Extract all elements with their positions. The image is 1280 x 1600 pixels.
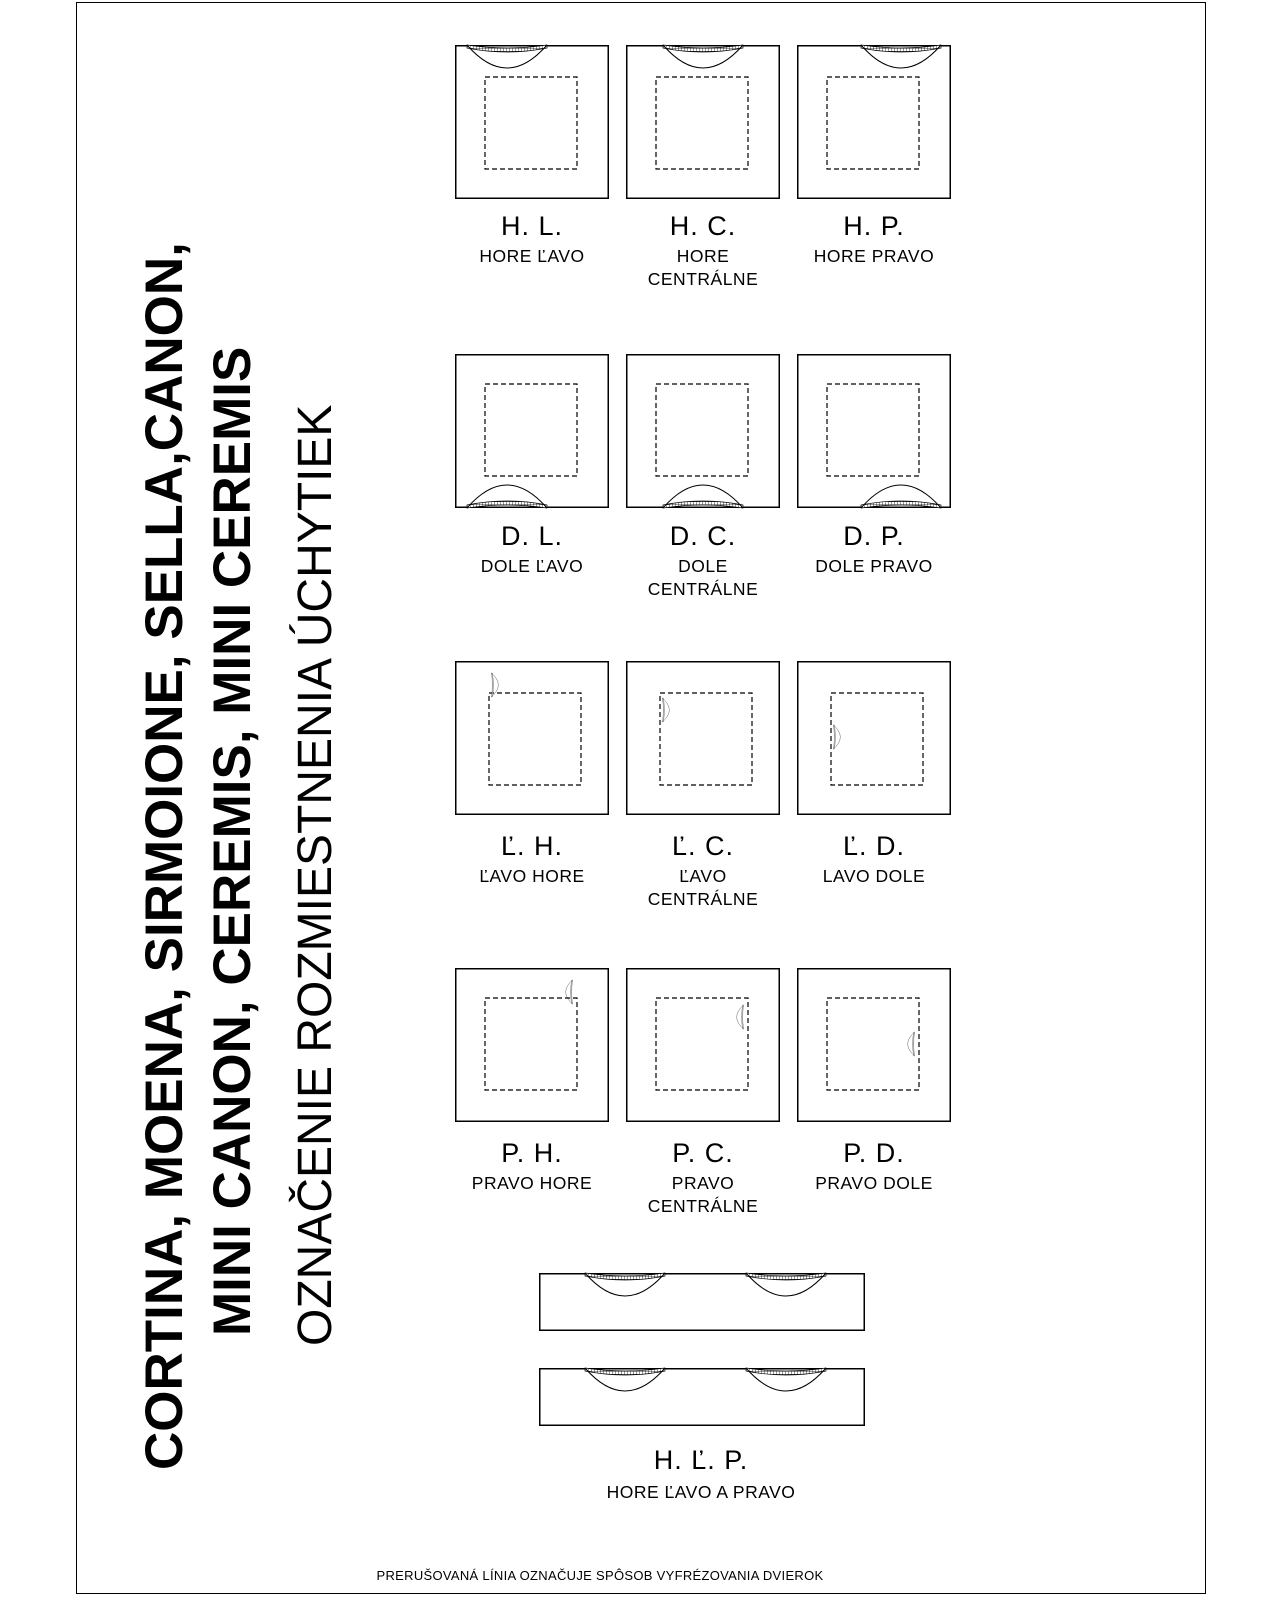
door-bar-hlp-2	[539, 1368, 865, 1426]
code-dl: D. L.	[500, 521, 564, 551]
door-panel-hp	[797, 45, 951, 199]
door-panel-pd	[797, 968, 951, 1122]
title-line-2: MINI CANON, CEREMIS, MINI CEREMIS	[203, 346, 262, 1336]
code-pc: P. C.	[672, 1138, 734, 1168]
desc-pc-2: CENTRÁLNE	[647, 1196, 759, 1216]
door-panel-ld	[797, 661, 951, 815]
label-pc	[618, 1140, 788, 1218]
label-dl	[447, 523, 617, 578]
desc-hp: HORE PRAVO	[813, 246, 935, 266]
desc-ph: PRAVO HORE	[471, 1173, 593, 1193]
door-panel-pc	[626, 968, 780, 1122]
desc-hc-1: HORE	[676, 246, 730, 266]
desc-hl: HORE ĽAVO	[479, 246, 585, 266]
code-hlp: H. Ľ. P.	[653, 1445, 749, 1475]
door-panel-hc	[626, 45, 780, 199]
code-pd: P. D.	[843, 1138, 905, 1168]
label-lc	[618, 833, 788, 911]
code-hc: H. C.	[669, 211, 737, 241]
code-ph: P. H.	[501, 1138, 563, 1168]
label-lh	[447, 833, 617, 888]
title-line-1: CORTINA, MOENA, SIRMOIONE, SELLA,CANON,	[135, 242, 194, 1470]
footnote: PRERUŠOVANÁ LÍNIA OZNAČUJE SPÔSOB VYFRÉZOVANIA DVIEROK	[376, 1568, 824, 1583]
desc-hc-2: CENTRÁLNE	[647, 269, 759, 289]
desc-dp: DOLE PRAVO	[815, 556, 933, 576]
code-hp: H. P.	[843, 211, 905, 241]
desc-dc-1: DOLE	[678, 556, 728, 576]
code-dc: D. C.	[669, 521, 737, 551]
label-hlp	[561, 1445, 841, 1504]
label-dp	[789, 523, 959, 578]
code-lh: Ľ. H.	[500, 831, 564, 861]
label-ph	[447, 1140, 617, 1195]
door-bar-hlp-1	[539, 1273, 865, 1331]
code-lc: Ľ. C.	[671, 831, 735, 861]
desc-lh: ĽAVO HORE	[479, 866, 585, 886]
code-hl: H. L.	[500, 211, 564, 241]
desc-pd: PRAVO DOLE	[815, 1173, 933, 1193]
desc-lc-1: ĽAVO	[679, 866, 727, 886]
label-pd	[789, 1140, 959, 1195]
door-panel-dc	[626, 354, 780, 508]
door-panel-dl	[455, 354, 609, 508]
desc-pc-1: PRAVO	[671, 1173, 735, 1193]
desc-hlp: HORE ĽAVO A PRAVO	[606, 1482, 796, 1502]
door-panel-dp	[797, 354, 951, 508]
code-ld: Ľ. D.	[842, 831, 906, 861]
label-dc	[618, 523, 788, 601]
desc-dl: DOLE ĽAVO	[480, 556, 584, 576]
code-dp: D. P.	[843, 521, 905, 551]
desc-ld: LAVO DOLE	[822, 866, 926, 886]
desc-lc-2: CENTRÁLNE	[647, 889, 759, 909]
label-ld	[789, 833, 959, 888]
title-line-3: OZNAČENIE ROZMIESTNENIA ÚCHYTIEK	[289, 404, 342, 1346]
label-hc	[618, 213, 788, 291]
label-hp	[789, 213, 959, 268]
desc-dc-2: CENTRÁLNE	[647, 579, 759, 599]
door-panel-ph	[455, 968, 609, 1122]
door-panel-hl	[455, 45, 609, 199]
door-panel-lh	[455, 661, 609, 815]
door-panel-lc	[626, 661, 780, 815]
label-hl	[447, 213, 617, 268]
